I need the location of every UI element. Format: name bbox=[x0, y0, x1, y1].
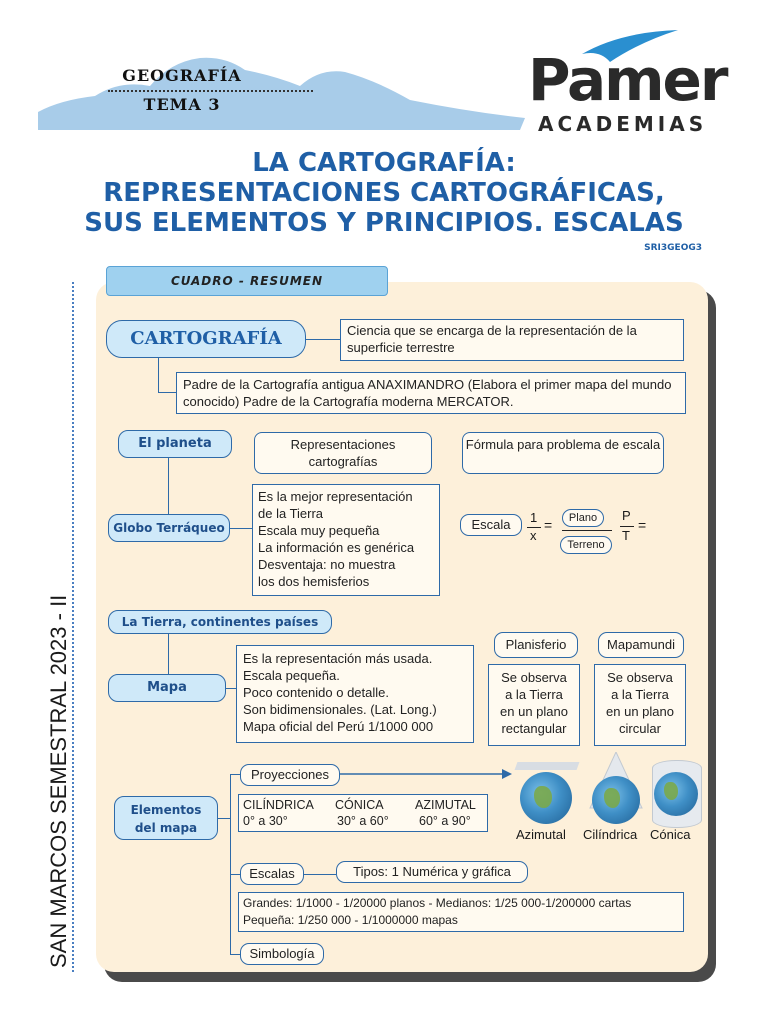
planisferio-line: Se observa bbox=[501, 670, 567, 685]
caption-conica: Cónica bbox=[650, 827, 691, 842]
connector bbox=[230, 874, 240, 875]
summary-tab: CUADRO - RESUMEN bbox=[106, 266, 388, 296]
tipos-pill: Tipos: 1 Numérica y gráfica bbox=[336, 861, 528, 883]
proj-header-cilindrica: CILÍNDRICA bbox=[243, 798, 314, 812]
connector bbox=[230, 528, 252, 529]
connector bbox=[168, 458, 169, 514]
proj-header-conica: CÓNICA bbox=[335, 798, 384, 812]
connector bbox=[226, 688, 236, 689]
mapamundi-line: Se observa bbox=[607, 670, 673, 685]
document-code: SRI3GEOG3 bbox=[644, 243, 702, 253]
mapamundi-pill: Mapamundi bbox=[598, 632, 684, 658]
connector bbox=[158, 358, 159, 392]
azimutal-globe-image bbox=[512, 762, 582, 828]
globo-line: de la Tierra bbox=[258, 506, 324, 521]
mapa-line: Poco contenido o detalle. bbox=[243, 685, 389, 700]
tierra-continentes-pill: La Tierra, continentes países bbox=[108, 610, 332, 634]
escalas-line-2: Pequeña: 1/250 000 - 1/1000000 mapas bbox=[243, 913, 458, 927]
globo-line: Escala muy pequeña bbox=[258, 523, 380, 538]
header-divider bbox=[108, 90, 313, 92]
planisferio-line: rectangular bbox=[501, 721, 567, 736]
connector bbox=[304, 874, 336, 875]
representaciones-box: Representaciones cartografías bbox=[254, 432, 432, 474]
header-mountain-graphic bbox=[0, 40, 540, 130]
planisferio-description bbox=[488, 664, 580, 746]
proj-value-cilindrica: 0° a 30° bbox=[243, 814, 288, 828]
terreno-pill: Terreno bbox=[560, 536, 612, 554]
mapa-line: Son bidimensionales. (Lat. Long.) bbox=[243, 702, 437, 717]
brand-logo: Pamer bbox=[528, 46, 727, 114]
mapa-pill: Mapa bbox=[108, 674, 226, 702]
planisferio-line: a la Tierra bbox=[505, 687, 563, 702]
formula-equals: = bbox=[544, 517, 553, 533]
topic-label: TEMA 3 bbox=[143, 95, 221, 114]
globo-terraqueo-pill: Globo Terráqueo bbox=[108, 514, 230, 542]
mapamundi-description bbox=[594, 664, 686, 746]
mapa-line: Escala pequeña. bbox=[243, 668, 340, 683]
proj-value-azimutal: 60° a 90° bbox=[419, 814, 471, 828]
fraction-bar bbox=[620, 526, 634, 527]
proyecciones-table bbox=[238, 794, 488, 832]
proj-value-conica: 30° a 60° bbox=[337, 814, 389, 828]
globo-line: Es la mejor representación bbox=[258, 489, 413, 504]
fraction-bar bbox=[562, 530, 612, 531]
escalas-description bbox=[238, 892, 684, 932]
brand-subtitle: ACADEMIAS bbox=[538, 112, 708, 136]
formula-num-1: 1 bbox=[530, 510, 538, 525]
mapamundi-line: a la Tierra bbox=[611, 687, 669, 702]
formula-equals-2: = bbox=[638, 517, 647, 533]
cartografia-pill: CARTOGRAFÍA bbox=[106, 320, 306, 358]
cilindrica-globe-image bbox=[586, 752, 646, 828]
elementos-label-2: del mapa bbox=[134, 821, 198, 835]
globo-line: los dos hemisferios bbox=[258, 574, 370, 589]
elementos-mapa-pill bbox=[114, 796, 218, 840]
connector bbox=[218, 818, 230, 819]
arrow-icon bbox=[340, 768, 512, 780]
formula-num-2: P bbox=[622, 508, 631, 523]
plano-pill: Plano bbox=[562, 509, 604, 527]
escala-pill: Escala bbox=[460, 514, 522, 536]
cartografia-fathers: Padre de la Cartografía antigua ANAXIMANDRO (Elabora el primer mapa del mundo conocido) Padre de la Cartografía moderna MERCATOR. bbox=[176, 372, 686, 414]
subject-label: GEOGRAFÍA bbox=[122, 66, 242, 85]
connector bbox=[168, 634, 169, 674]
side-dotted-rule bbox=[72, 282, 74, 972]
connector bbox=[306, 339, 340, 340]
connector bbox=[158, 392, 176, 393]
planeta-pill: El planeta bbox=[118, 430, 232, 458]
mapa-line: Es la representación más usada. bbox=[243, 651, 433, 666]
mapa-description bbox=[236, 645, 474, 743]
mapa-line: Mapa oficial del Perú 1/1000 000 bbox=[243, 719, 434, 734]
formula-title-box: Fórmula para problema de escala bbox=[462, 432, 664, 474]
planisferio-line: en un plano bbox=[500, 704, 568, 719]
escalas-line-1: Grandes: 1/1000 - 1/20000 planos - Medianos: 1/25 000-1/200000 cartas bbox=[243, 896, 632, 910]
globo-line: Desventaja: no muestra bbox=[258, 557, 396, 572]
globo-description bbox=[252, 484, 440, 596]
formula-den-1: x bbox=[530, 528, 537, 543]
caption-cilindrica: Cilíndrica bbox=[583, 827, 638, 842]
mapamundi-line: circular bbox=[619, 721, 661, 736]
mapamundi-line: en un plano bbox=[606, 704, 674, 719]
planisferio-pill: Planisferio bbox=[494, 632, 578, 658]
formula-den-2: T bbox=[622, 528, 630, 543]
proyecciones-pill: Proyecciones bbox=[240, 764, 340, 786]
proj-header-azimutal: AZIMUTAL bbox=[415, 798, 476, 812]
escalas-pill: Escalas bbox=[240, 863, 304, 885]
conica-globe-image bbox=[650, 760, 702, 828]
title-line-1: LA CARTOGRAFÍA: bbox=[252, 148, 516, 178]
connector bbox=[230, 954, 240, 955]
globo-line: La información es genérica bbox=[258, 540, 415, 555]
title-line-3: SUS ELEMENTOS Y PRINCIPIOS. ESCALAS bbox=[84, 208, 684, 238]
cartografia-definition: Ciencia que se encarga de la representación de la superficie terrestre bbox=[340, 319, 684, 361]
elementos-label-1: Elementos bbox=[130, 803, 202, 817]
simbologia-pill: Simbología bbox=[240, 943, 324, 965]
caption-azimutal: Azimutal bbox=[516, 827, 566, 842]
connector bbox=[230, 774, 240, 775]
title-line-2: REPRESENTACIONES CARTOGRÁFICAS, bbox=[103, 178, 665, 208]
side-semester-label: SAN MARCOS SEMESTRAL 2023 - II bbox=[46, 594, 71, 968]
elementos-trunk bbox=[230, 774, 231, 954]
